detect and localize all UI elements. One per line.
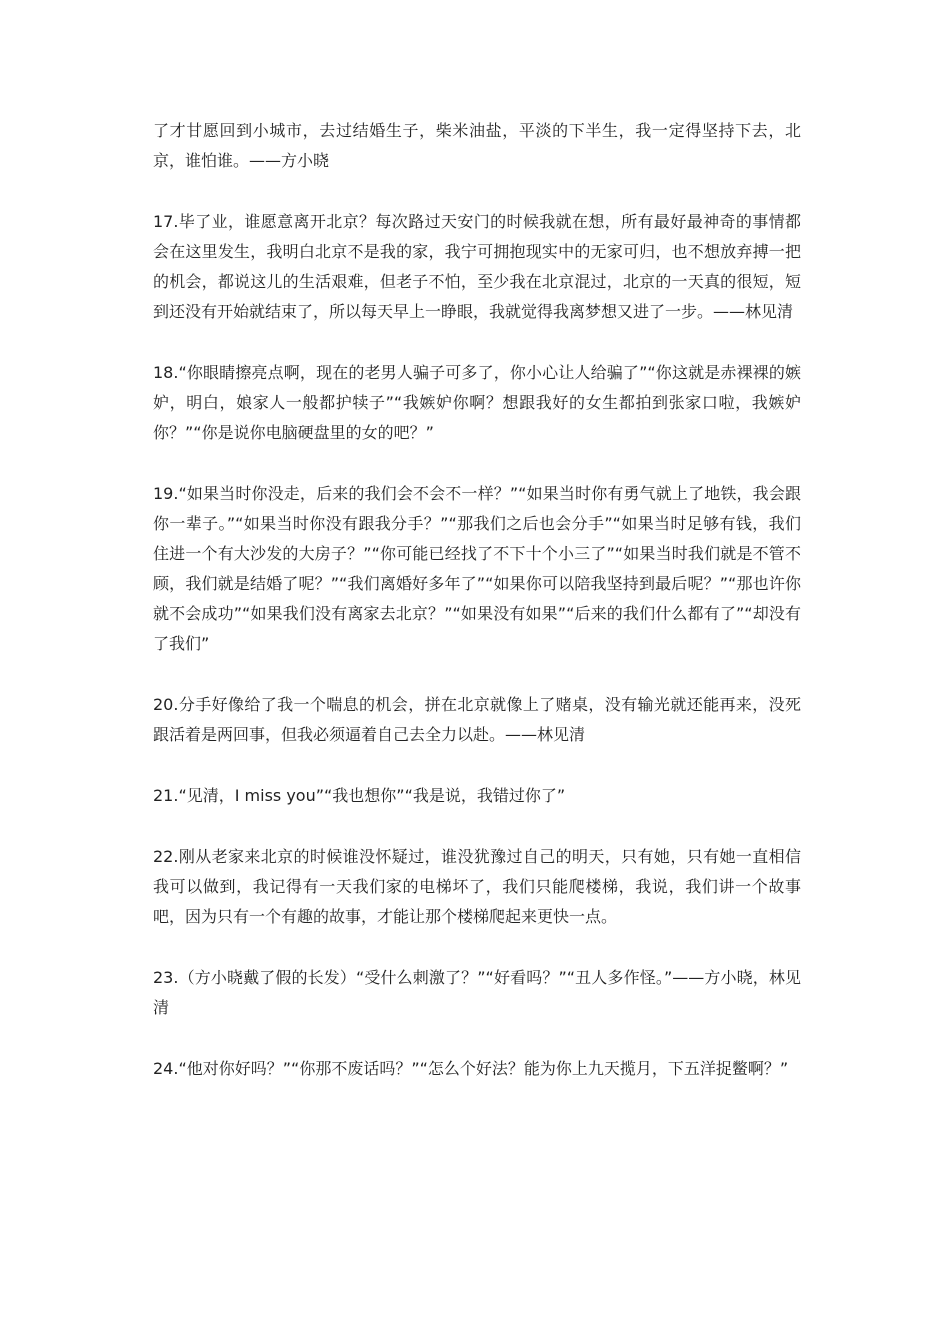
paragraph-21: 21.“见清，I miss you”“我也想你”“我是说，我错过你了” xyxy=(153,786,566,805)
paragraph-continuation: 了才甘愿回到小城市，去过结婚生子，柴米油盐，平淡的下半生，我一定得坚持下去，北京，谁怕谁。——方小晓 xyxy=(153,121,801,170)
paragraph-17: 17.毕了业，谁愿意离开北京？每次路过天安门的时候我就在想，所有最好最神奇的事情都会在这里发生，我明白北京不是我的家，我宁可拥抱现实中的无家可归，也不想放弃搏一把的机会，都说这儿的生活艰难，但老子不怕，至少我在北京混过，北京的一天真的很短，短到还没有开始就结束了，所以每天早上一睁眼，我就觉得我离梦想又进了一步。——林见清 xyxy=(153,212,801,321)
paragraph-20: 20.分手好像给了我一个喘息的机会，拼在北京就像上了赌桌，没有输光就还能再来，没死跟活着是两回事，但我必须逼着自己去全力以赴。——林见清 xyxy=(153,695,801,744)
document-body xyxy=(153,116,801,1115)
paragraph-19: 19.“如果当时你没走，后来的我们会不会不一样？”“如果当时你有勇气就上了地铁，我会跟你一辈子。”“如果当时你没有跟我分手？”“那我们之后也会分手”“如果当时足够有钱，我们住进一个有大沙发的大房子？”“你可能已经找了不下十个小三了”“如果当时我们就是不管不顾，我们就是结婚了呢？”“我们离婚好多年了”“如果你可以陪我坚持到最后呢？”“那也许你就不会成功”“如果我们没有离家去北京？”“如果没有如果”“后来的我们什么都有了”“却没有了我们” xyxy=(153,484,801,653)
paragraph-22: 22.刚从老家来北京的时候谁没怀疑过，谁没犹豫过自己的明天，只有她，只有她一直相信我可以做到，我记得有一天我们家的电梯坏了，我们只能爬楼梯，我说，我们讲一个故事吧，因为只有一个有趣的故事，才能让那个楼梯爬起来更快一点。 xyxy=(153,847,801,926)
paragraph-24: 24.“他对你好吗？”“你那不废话吗？”“怎么个好法？能为你上九天揽月，下五洋捉鳖啊？” xyxy=(153,1059,789,1078)
paragraph-18: 18.“你眼睛擦亮点啊，现在的老男人骗子可多了，你小心让人给骗了”“你这就是赤裸裸的嫉妒，明白，娘家人一般都护犊子”“我嫉妒你啊？想跟我好的女生都拍到张家口啦，我嫉妒你？”“你是说你电脑硬盘里的女的吧？” xyxy=(153,363,801,442)
paragraph-23: 23.（方小晓戴了假的长发）“受什么刺激了？”“好看吗？”“丑人多作怪。”——方小晓，林见清 xyxy=(153,968,801,1017)
